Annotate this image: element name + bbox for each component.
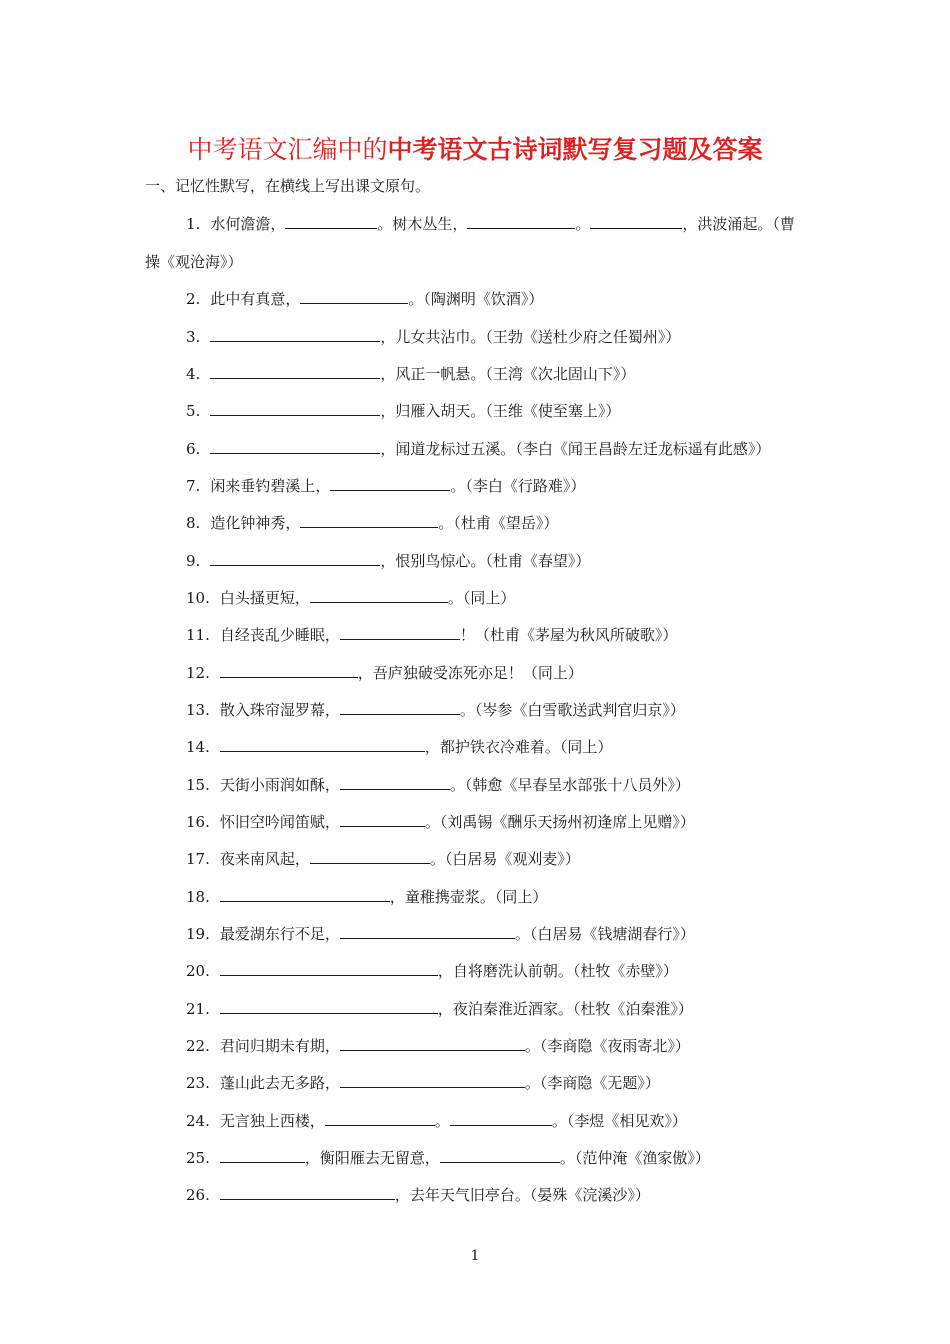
answer-blank[interactable]: [210, 401, 380, 416]
answer-blank[interactable]: [220, 961, 438, 976]
question-text: ！（杜甫《茅屋为秋风所破歌》）: [459, 626, 678, 644]
question-text: ，童稚携壶浆。（同上）: [389, 888, 548, 906]
question-text: ，夜泊秦淮近酒家。（杜牧《泊秦淮》）: [437, 1000, 693, 1018]
question-text: 天街小雨润如酥，: [219, 776, 340, 794]
question-text: 。（李白《行路难》）: [450, 477, 586, 495]
question-number: 1.: [186, 215, 201, 233]
question-text: 夜来南风起，: [219, 850, 310, 868]
question-number: 4.: [186, 365, 201, 383]
question-text: ，都护铁衣冷难着。（同上）: [424, 738, 613, 756]
question-number: 7.: [186, 477, 201, 495]
answer-blank[interactable]: [467, 214, 575, 229]
question-text: 自经丧乱少睡眠，: [219, 626, 340, 644]
answer-blank[interactable]: [285, 214, 377, 229]
question-text: ，衡阳雁去无留意，: [304, 1149, 440, 1167]
question-number: 14.: [186, 738, 210, 756]
question-text: ，闻道龙标过五溪。（李白《闻王昌龄左迁龙标遥有此感》）: [380, 440, 771, 458]
answer-blank[interactable]: [210, 439, 380, 454]
question-text: ，自将磨洗认前朝。（杜牧《赤壁》）: [437, 962, 678, 980]
question-text: 水何澹澹，: [210, 215, 286, 233]
question-text: 怀旧空吟闻笛赋，: [219, 813, 340, 831]
question-number: 21.: [186, 1000, 210, 1018]
question-text: ，恨别鸟惊心。（杜甫《春望》）: [380, 552, 591, 570]
question-item: [186, 812, 695, 832]
answer-blank[interactable]: [340, 1036, 525, 1051]
question-item: [186, 999, 693, 1019]
question-number: 6.: [186, 440, 201, 458]
question-item: [186, 924, 695, 944]
answer-blank[interactable]: [450, 1111, 552, 1126]
answer-blank[interactable]: [340, 1073, 525, 1088]
question-item: [186, 214, 795, 234]
section-heading: 一、记忆性默写，在横线上写出课文原句。: [145, 177, 431, 195]
answer-blank[interactable]: [220, 999, 438, 1014]
answer-blank[interactable]: [325, 1111, 435, 1126]
answer-blank[interactable]: [220, 887, 390, 902]
answer-blank[interactable]: [220, 1185, 395, 1200]
question-number: 19.: [186, 925, 210, 943]
question-text: 。（李煜《相见欢》）: [551, 1112, 687, 1130]
answer-blank[interactable]: [340, 700, 460, 715]
question-text: 。（李商隐《夜雨寄北》）: [524, 1037, 690, 1055]
question-item: [186, 364, 635, 384]
question-item: [186, 1148, 710, 1168]
question-item: [186, 700, 685, 720]
question-item: [186, 289, 543, 309]
answer-blank[interactable]: [340, 775, 450, 790]
question-text: 。（杜甫《望岳》）: [438, 514, 559, 532]
question-item: [186, 513, 558, 533]
question-item: [186, 1111, 687, 1131]
question-number: 16.: [186, 813, 210, 831]
question-number: 10.: [186, 589, 210, 607]
question-number: 20.: [186, 962, 210, 980]
question-text: 。（韩愈《早春呈水部张十八员外》）: [449, 776, 690, 794]
question-item: [186, 588, 515, 608]
question-item: [186, 1073, 660, 1093]
question-number: 5.: [186, 402, 201, 420]
question-item: [186, 1185, 650, 1205]
answer-blank[interactable]: [330, 476, 450, 491]
question-item: [186, 663, 583, 683]
answer-blank[interactable]: [220, 737, 425, 752]
question-number: 2.: [186, 290, 201, 308]
question-text: ，去年天气旧亭台。（晏殊《浣溪沙》）: [394, 1186, 650, 1204]
question-number: 25.: [186, 1149, 210, 1167]
question-text: 最爱湖东行不足，: [219, 925, 340, 943]
question-number: 13.: [186, 701, 210, 719]
question-text: ，归雁入胡天。（王维《使至塞上》）: [380, 402, 621, 420]
answer-blank[interactable]: [210, 327, 380, 342]
question-text: 此中有真意，: [210, 290, 301, 308]
question-item: [186, 439, 770, 459]
answer-blank[interactable]: [300, 513, 438, 528]
question-text: 散入珠帘湿罗幕，: [219, 701, 340, 719]
answer-blank[interactable]: [210, 551, 380, 566]
question-text: 。（同上）: [447, 589, 516, 607]
question-number: 12.: [186, 664, 210, 682]
page-number: 1: [470, 1248, 480, 1264]
question-number: 17.: [186, 850, 210, 868]
document-title: [0, 133, 950, 167]
question-text: 。（白居易《观刈麦》）: [429, 850, 580, 868]
question-item: [186, 775, 690, 795]
answer-blank[interactable]: [340, 924, 515, 939]
answer-blank[interactable]: [590, 214, 682, 229]
question-item: [186, 737, 612, 757]
question-number: 18.: [186, 888, 210, 906]
question-text: 君问归期未有期，: [219, 1037, 340, 1055]
question-text: 。（岑参《白雪歌送武判官归京》）: [459, 701, 685, 719]
question-item: [186, 401, 620, 421]
question-text: ，洪波涌起。（曹: [682, 215, 795, 233]
answer-blank[interactable]: [210, 364, 380, 379]
question-number: 26.: [186, 1186, 210, 1204]
question-text: 。（刘禹锡《酬乐天扬州初逢席上见赠》）: [424, 813, 695, 831]
question-item: [186, 551, 590, 571]
question-item: [186, 961, 678, 981]
question-item: [186, 849, 580, 869]
question-continuation: 操《观沧海》）: [145, 253, 243, 271]
question-number: 15.: [186, 776, 210, 794]
title-prefix: 中考语文汇编中的: [187, 135, 388, 164]
question-number: 24.: [186, 1112, 210, 1130]
question-text: 。: [434, 1112, 450, 1130]
question-text: 。: [575, 215, 591, 233]
question-item: [186, 887, 547, 907]
question-text: ，吾庐独破受冻死亦足！（同上）: [357, 664, 583, 682]
question-item: [186, 1036, 690, 1056]
question-item: [186, 625, 677, 645]
question-text: 。（范仲淹《渔家傲》）: [559, 1149, 710, 1167]
answer-blank[interactable]: [340, 812, 425, 827]
question-text: 白头搔更短，: [219, 589, 310, 607]
answer-blank[interactable]: [440, 1148, 560, 1163]
question-text: 造化钟神秀，: [210, 514, 301, 532]
question-text: 。（李商隐《无题》）: [524, 1074, 660, 1092]
question-text: 蓬山此去无多路，: [219, 1074, 340, 1092]
answer-blank[interactable]: [340, 625, 460, 640]
answer-blank[interactable]: [220, 663, 358, 678]
question-text: ，风正一帆悬。（王湾《次北固山下》）: [380, 365, 636, 383]
question-text: 。树木丛生，: [377, 215, 468, 233]
answer-blank[interactable]: [310, 588, 448, 603]
question-item: [186, 327, 680, 347]
answer-blank[interactable]: [310, 849, 430, 864]
answer-blank[interactable]: [300, 289, 408, 304]
question-text: 闲来垂钓碧溪上，: [210, 477, 331, 495]
title-main: 中考语文古诗词默写复习题及答案: [387, 135, 763, 164]
question-number: 8.: [186, 514, 201, 532]
question-number: 23.: [186, 1074, 210, 1092]
question-number: 3.: [186, 328, 201, 346]
question-number: 22.: [186, 1037, 210, 1055]
question-text: 。（白居易《钱塘湖春行》）: [514, 925, 695, 943]
question-number: 11.: [186, 626, 210, 644]
question-number: 9.: [186, 552, 201, 570]
question-item: [186, 476, 585, 496]
question-text: ，儿女共沾巾。（王勃《送杜少府之任蜀州》）: [380, 328, 681, 346]
answer-blank[interactable]: [220, 1148, 305, 1163]
question-text: 无言独上西楼，: [219, 1112, 325, 1130]
question-text: 。（陶渊明《饮酒》）: [408, 290, 544, 308]
